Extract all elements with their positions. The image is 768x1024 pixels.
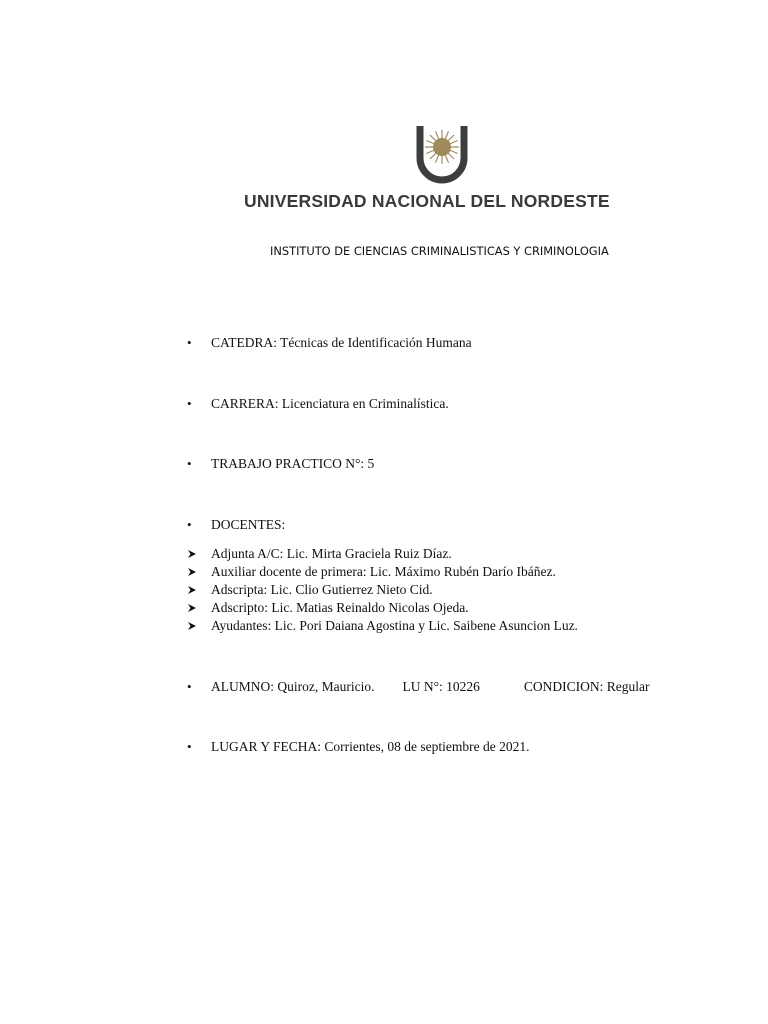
lu-number: LU N°: 10226 [402,679,480,694]
list-item-catedra: • CATEDRA: Técnicas de Identificación Humana [187,335,472,350]
bullet-icon: • [187,335,192,350]
docente-item: Adscripto: Lic. Matias Reinaldo Nicolas Ojeda. [187,599,469,617]
bullet-icon: • [187,679,192,694]
list-item-lugar-fecha: • LUGAR Y FECHA: Corrientes, 08 de septiembre de 2021. [187,739,530,754]
sun-emblem [425,130,459,164]
university-name: UNIVERSIDAD NACIONAL DEL NORDESTE [244,191,610,211]
arrow-bullet-icon [187,563,211,581]
arrow-bullet-icon [187,545,211,563]
docente-item: Adscripta: Lic. Clio Gutierrez Nieto Cid. [187,581,433,599]
docente-item: Adjunta A/C: Lic. Mirta Graciela Ruiz Díaz. [187,545,452,563]
docente-item: Auxiliar docente de primera: Lic. Máximo Rubén Darío Ibáñez. [187,563,556,581]
list-item-docentes: • DOCENTES: [187,517,286,532]
list-item-trabajo: • TRABAJO PRACTICO N°: 5 [187,456,375,471]
bullet-icon: • [187,517,192,532]
bullet-icon: • [187,396,192,411]
list-item-alumno: • ALUMNO: Quiroz, Mauricio. LU N°: 10226 CONDICION: Regular [187,679,650,694]
arrow-bullet-icon [187,581,211,599]
docente-item: Ayudantes: Lic. Pori Daiana Agostina y Lic. Saibene Asuncion Luz. [187,617,578,635]
list-item-carrera: • CARRERA: Licenciatura en Criminalística. [187,396,449,411]
condicion: CONDICION: Regular [523,679,650,694]
university-logo-icon [414,122,470,188]
arrow-bullet-icon [187,599,211,617]
institute-name: INSTITUTO DE CIENCIAS CRIMINALISTICAS Y CRIMINOLOGIA [270,244,609,258]
bullet-icon: • [187,739,192,754]
bullet-icon: • [187,456,192,471]
arrow-bullet-icon [187,617,211,635]
